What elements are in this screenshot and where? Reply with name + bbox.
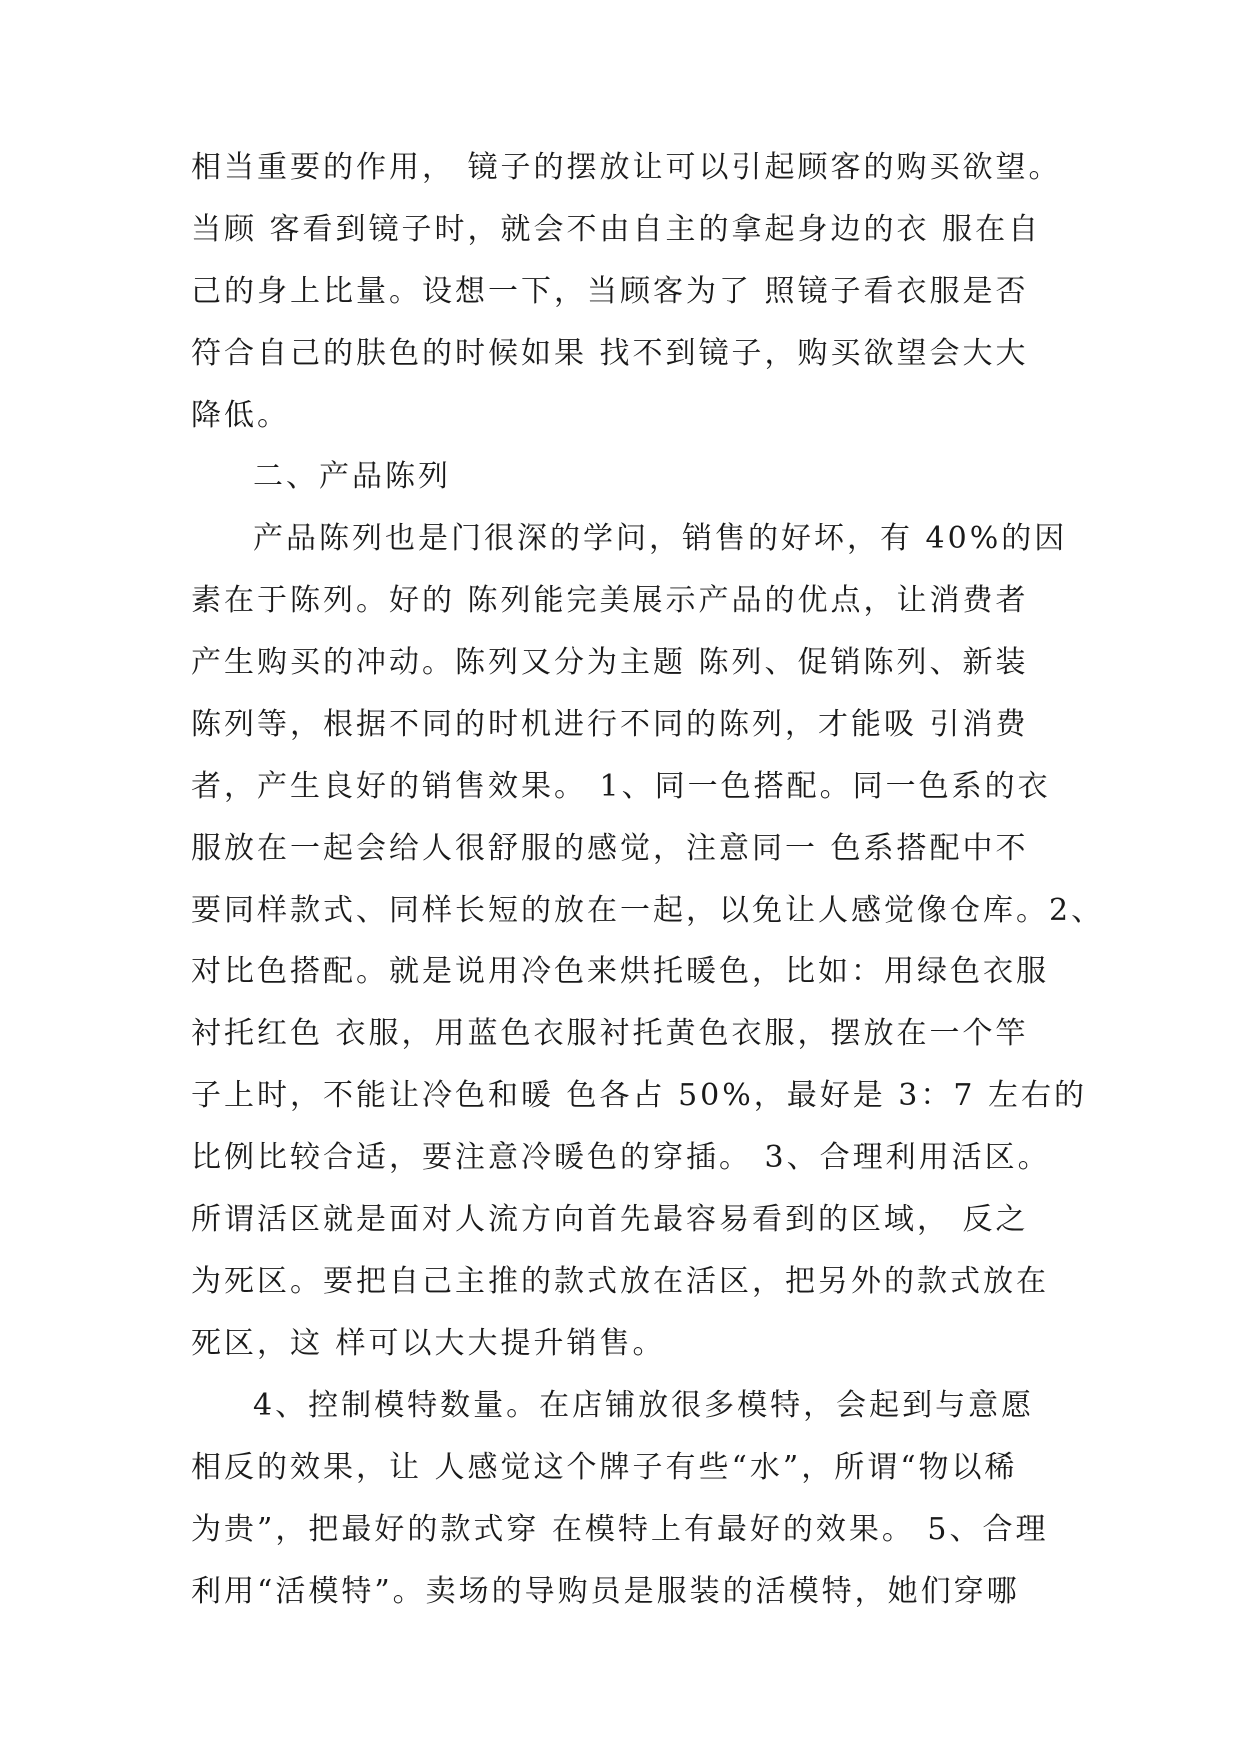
text-line: 产品陈列也是门很深的学问，销售的好坏，有 40%的因	[253, 521, 1068, 556]
text-line: 产生购买的冲动。陈列又分为主题 陈列、促销陈列、新装	[191, 645, 1029, 680]
text-line: 为死区。要把自己主推的款式放在活区，把另外的款式放在	[191, 1264, 1049, 1299]
text-line: 陈列等，根据不同的时机进行不同的陈列，才能吸 引消费	[191, 707, 1029, 742]
section-heading: 二、产品陈列	[253, 459, 451, 494]
text-line: 当顾 客看到镜子时，就会不由自主的拿起身边的衣 服在自	[191, 212, 1042, 247]
text-line: 所谓活区就是面对人流方向首先最容易看到的区域， 反之	[191, 1202, 1029, 1237]
text-line: 相当重要的作用， 镜子的摆放让可以引起顾客的购买欲望。	[191, 150, 1062, 185]
text-line: 者，产生良好的销售效果。 1、同一色搭配。同一色系的衣	[191, 769, 1051, 804]
text-line: 利用“活模特”。卖场的导购员是服装的活模特，她们穿哪	[191, 1574, 1020, 1609]
text-line: 比例比较合适，要注意冷暖色的穿插。 3、合理利用活区。	[191, 1140, 1051, 1175]
text-line: 己的身上比量。设想一下，当顾客为了 照镜子看衣服是否	[191, 274, 1029, 309]
text-line: 死区，这 样可以大大提升销售。	[191, 1326, 666, 1361]
text-line: 降低。	[191, 398, 290, 433]
text-line: 衬托红色 衣服，用蓝色衣服衬托黄色衣服，摆放在一个竿	[191, 1016, 1029, 1051]
text-line: 服放在一起会给人很舒服的感觉，注意同一 色系搭配中不	[191, 831, 1029, 866]
text-line: 素在于陈列。好的 陈列能完美展示产品的优点，让消费者	[191, 583, 1029, 618]
text-line: 要同样款式、同样长短的放在一起，以免让人感觉像仓库。2、	[191, 893, 1105, 928]
text-line: 为贵”，把最好的款式穿 在模特上有最好的效果。 5、合理	[191, 1512, 1049, 1547]
text-line: 符合自己的肤色的时候如果 找不到镜子，购买欲望会大大	[191, 336, 1029, 371]
text-line: 4、控制模特数量。在店铺放很多模特，会起到与意愿	[253, 1388, 1035, 1423]
text-line: 对比色搭配。就是说用冷色来烘托暖色，比如：用绿色衣服	[191, 954, 1049, 989]
text-line: 相反的效果，让 人感觉这个牌子有些“水”，所谓“物以稀	[191, 1450, 1018, 1485]
text-line: 子上时，不能让冷色和暖 色各占 50%，最好是 3：7 左右的	[191, 1078, 1087, 1113]
